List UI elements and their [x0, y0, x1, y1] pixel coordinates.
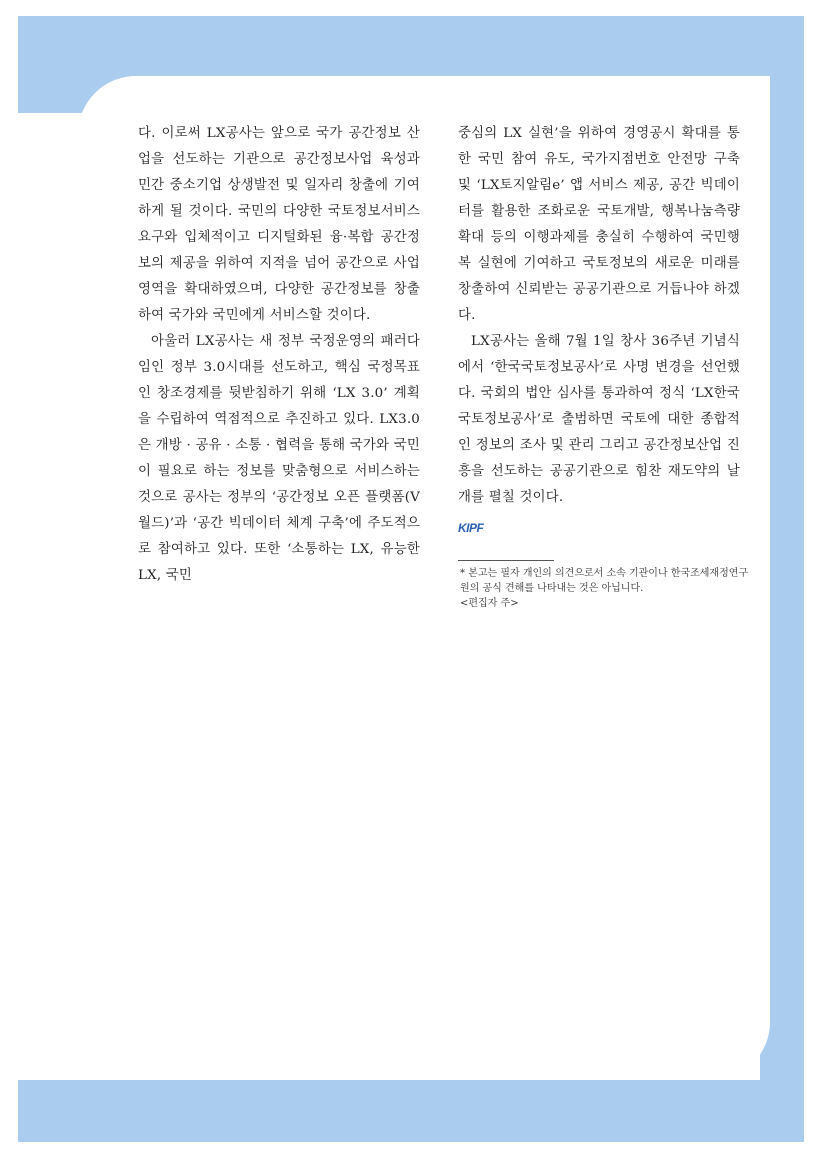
- footnote-text: * 본고는 필자 개인의 의견으로서 소속 기관이나 한국조세재정연구원의 공식 견해를 나타내는 것은 아닙니다.: [460, 568, 749, 594]
- right-paragraph-1: 중심의 LX 실현’을 위하여 경영공시 확대를 통한 국민 참여 유도, 국가지점번호 안전망 구축 및 ‘LX토지알림e’ 앱 서비스 제공, 공간 빅데이터를 활용한 조화로운 국토개발, 행복나눔측량 확대 등의 이행과제를 충실히 수행하여 국민행복 실현에 기여하고 국토정보의 새로운 미래를 창출하여 신뢰받는 공공기관으로 거듭나야 하겠다.: [458, 126, 740, 323]
- right-column: [458, 121, 740, 542]
- footnote: [460, 566, 750, 611]
- right-paragraph-2: LX공사는 올해 7월 1일 창사 36주년 기념식에서 ‘한국국토정보공사’로 사명 변경을 선언했다. 국회의 법안 심사를 통과하여 정식 ‘LX한국국토정보공사’로 출범하면 국토에 대한 종합적인 정보의 조사 및 관리 그리고 공간정보산업 진흥을 선도하는 공공기관으로 힘찬 재도약의 날개를 펼칠 것이다.: [458, 334, 740, 505]
- left-paragraph-2: 아울러 LX공사는 새 정부 국정운영의 패러다임인 정부 3.0시대를 선도하고, 핵심 국정목표인 창조경제를 뒷받침하기 위해 ‘LX 3.0’ 계획을 수립하여 역점적으로 추진하고 있다. LX3.0은 개방 · 공유 · 소통 · 협력을 통해 국가와 국민이 필요로 하는 정보를 맞춤형으로 서비스하는 것으로 공사는 정부의 ‘공간정보 오픈 플랫폼(V월드)’과 ‘공간 빅데이터 체계 구축’에 주도적으로 참여하고 있다. 또한 ‘소통하는 LX, 유능한 LX, 국민: [138, 334, 420, 583]
- left-column: [138, 121, 420, 589]
- kipf-logo: KIPF: [458, 521, 484, 535]
- left-paragraph-1: 다. 이로써 LX공사는 앞으로 국가 공간정보 산업을 선도하는 기관으로 공간정보사업 육성과 민간 중소기업 상생발전 및 일자리 창출에 기여하게 될 것이다. 국민의 다양한 국토정보서비스 요구와 입체적이고 디지털화된 융·복합 공간정보의 제공을 위하여 지적을 넘어 공간으로 사업영역을 확대하였으며, 다양한 공간정보를 창출하여 국가와 국민에게 서비스할 것이다.: [138, 126, 420, 323]
- footnote-divider: [458, 560, 554, 561]
- page-frame-bottom: [18, 1080, 804, 1142]
- footnote-editor-note: <편집자 주>: [460, 598, 519, 609]
